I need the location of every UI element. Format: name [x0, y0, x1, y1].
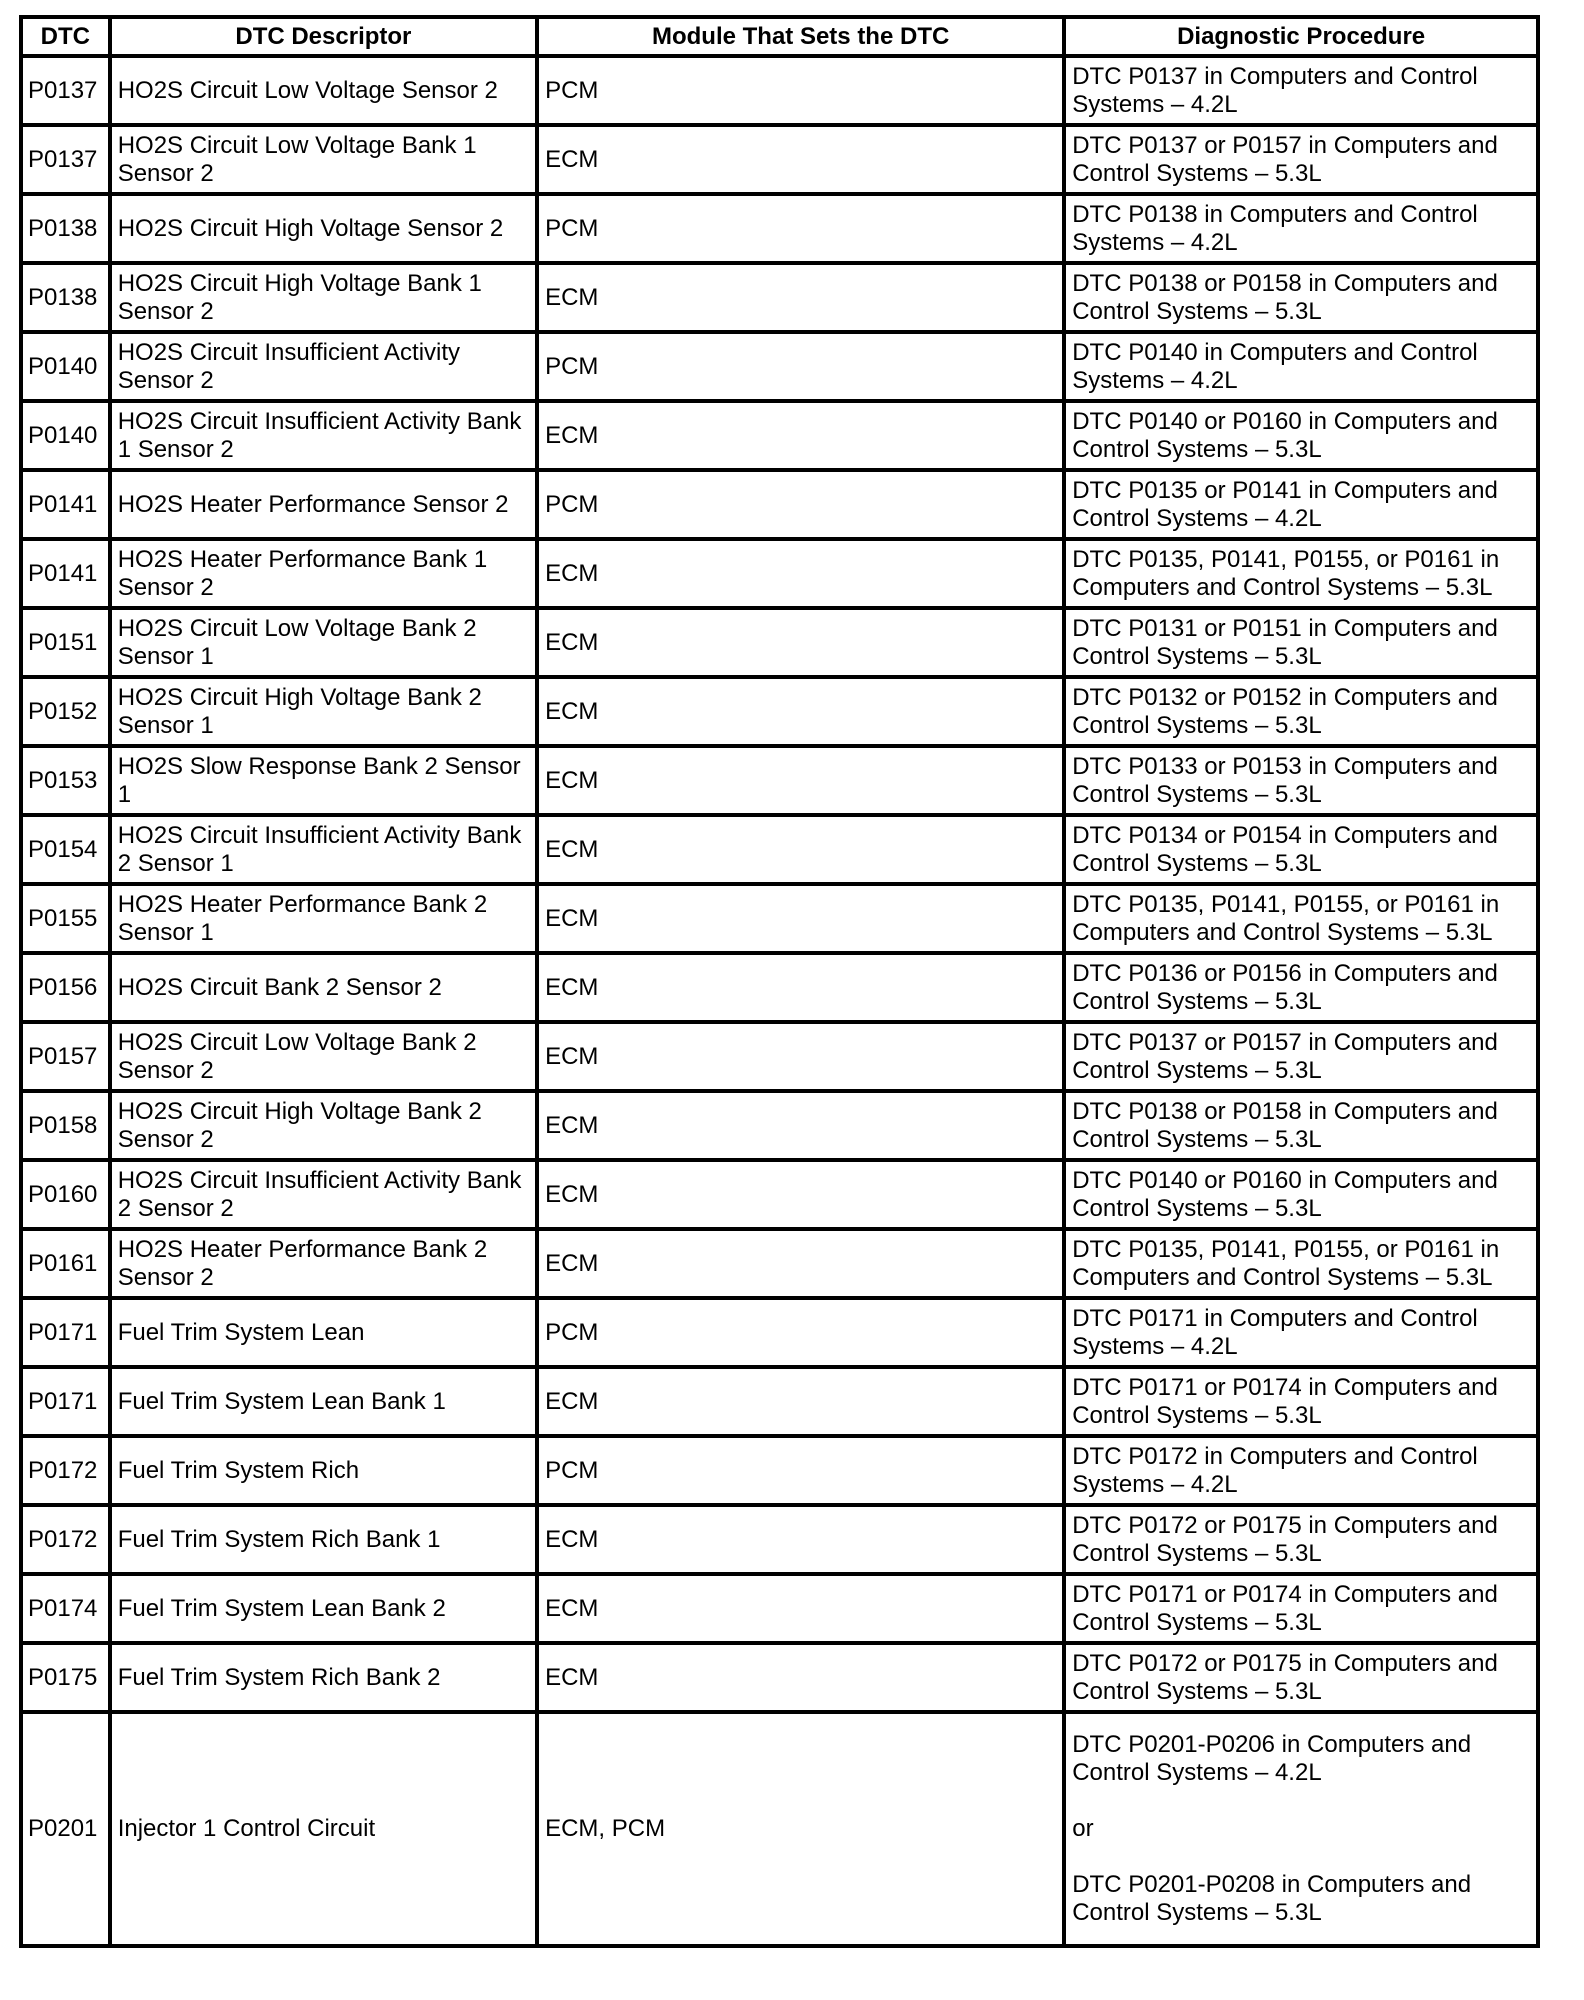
table-row [21, 1367, 1538, 1436]
module-cell: ECM [537, 1229, 1064, 1298]
table-row [21, 539, 1538, 608]
dtc-code-cell: P0172 [21, 1505, 110, 1574]
table-row [21, 608, 1538, 677]
procedure-cell: DTC P0135, P0141, P0155, or P0161 in Computers and Control Systems – 5.3L [1064, 1229, 1538, 1298]
module-cell: ECM [537, 1091, 1064, 1160]
table-row [21, 401, 1538, 470]
procedure-cell: DTC P0131 or P0151 in Computers and Control Systems – 5.3L [1064, 608, 1538, 677]
dtc-code-cell: P0141 [21, 539, 110, 608]
dtc-code-cell: P0175 [21, 1643, 110, 1712]
dtc-code-cell: P0171 [21, 1298, 110, 1367]
table-row [21, 1298, 1538, 1367]
dtc-table [19, 15, 1540, 1948]
table-row [21, 953, 1538, 1022]
table-row [21, 1436, 1538, 1505]
dtc-code-cell: P0174 [21, 1574, 110, 1643]
module-cell: ECM [537, 539, 1064, 608]
table-row [21, 677, 1538, 746]
module-cell: ECM [537, 815, 1064, 884]
module-cell: PCM [537, 194, 1064, 263]
procedure-cell: DTC P0132 or P0152 in Computers and Control Systems – 5.3L [1064, 677, 1538, 746]
header-row [21, 17, 1538, 56]
procedure-cell: DTC P0137 in Computers and Control Systems – 4.2L [1064, 56, 1538, 125]
dtc-code-cell: P0152 [21, 677, 110, 746]
procedure-cell: DTC P0135, P0141, P0155, or P0161 in Computers and Control Systems – 5.3L [1064, 539, 1538, 608]
procedure-cell: DTC P0136 or P0156 in Computers and Control Systems – 5.3L [1064, 953, 1538, 1022]
procedure-cell: DTC P0135 or P0141 in Computers and Control Systems – 4.2L [1064, 470, 1538, 539]
dtc-code-cell: P0153 [21, 746, 110, 815]
descriptor-cell: HO2S Circuit Bank 2 Sensor 2 [110, 953, 537, 1022]
module-cell: ECM, PCM [537, 1712, 1064, 1946]
procedure-second: DTC P0201-P0208 in Computers and Control Systems – 5.3L [1072, 1871, 1472, 1926]
dtc-code-cell: P0156 [21, 953, 110, 1022]
module-cell: PCM [537, 56, 1064, 125]
header-procedure: Diagnostic Procedure [1064, 17, 1538, 56]
table-row [21, 56, 1538, 125]
procedure-cell: DTC P0138 or P0158 in Computers and Control Systems – 5.3L [1064, 1091, 1538, 1160]
procedure-cell: DTC P0172 or P0175 in Computers and Control Systems – 5.3L [1064, 1505, 1538, 1574]
descriptor-cell: Injector 1 Control Circuit [110, 1712, 537, 1946]
descriptor-cell: HO2S Circuit High Voltage Sensor 2 [110, 194, 537, 263]
module-cell: ECM [537, 1160, 1064, 1229]
table-body [21, 56, 1538, 1946]
module-cell: ECM [537, 953, 1064, 1022]
descriptor-cell: HO2S Heater Performance Bank 2 Sensor 1 [110, 884, 537, 953]
dtc-code-cell: P0138 [21, 194, 110, 263]
dtc-code-cell: P0160 [21, 1160, 110, 1229]
module-cell: ECM [537, 401, 1064, 470]
dtc-code-cell: P0140 [21, 401, 110, 470]
descriptor-cell: Fuel Trim System Lean Bank 2 [110, 1574, 537, 1643]
header-descriptor: DTC Descriptor [110, 17, 537, 56]
procedure-cell: DTC P0134 or P0154 in Computers and Control Systems – 5.3L [1064, 815, 1538, 884]
dtc-code-cell: P0157 [21, 1022, 110, 1091]
dtc-code-cell: P0141 [21, 470, 110, 539]
module-cell: ECM [537, 1643, 1064, 1712]
module-cell: ECM [537, 1367, 1064, 1436]
dtc-code-cell: P0171 [21, 1367, 110, 1436]
table-row [21, 194, 1538, 263]
procedure-cell: DTC P0138 or P0158 in Computers and Control Systems – 5.3L [1064, 263, 1538, 332]
dtc-code-cell: P0151 [21, 608, 110, 677]
table-row [21, 332, 1538, 401]
table-row [21, 470, 1538, 539]
descriptor-cell: HO2S Heater Performance Bank 2 Sensor 2 [110, 1229, 537, 1298]
procedure-cell: DTC P0137 or P0157 in Computers and Control Systems – 5.3L [1064, 125, 1538, 194]
descriptor-cell: Fuel Trim System Rich [110, 1436, 537, 1505]
dtc-code-cell: P0137 [21, 125, 110, 194]
procedure-cell: DTC P0171 or P0174 in Computers and Control Systems – 5.3L [1064, 1574, 1538, 1643]
module-cell: ECM [537, 608, 1064, 677]
dtc-code-cell: P0155 [21, 884, 110, 953]
table-row [21, 1505, 1538, 1574]
descriptor-cell: HO2S Circuit High Voltage Bank 1 Sensor 2 [110, 263, 537, 332]
descriptor-cell: HO2S Circuit Insufficient Activity Bank 1 Sensor 2 [110, 401, 537, 470]
table-row [21, 746, 1538, 815]
descriptor-cell: Fuel Trim System Lean [110, 1298, 537, 1367]
procedure-cell: DTC P0171 or P0174 in Computers and Control Systems – 5.3L [1064, 1367, 1538, 1436]
module-cell: PCM [537, 1436, 1064, 1505]
descriptor-cell: HO2S Slow Response Bank 2 Sensor 1 [110, 746, 537, 815]
dtc-code-cell: P0172 [21, 1436, 110, 1505]
descriptor-cell: Fuel Trim System Rich Bank 2 [110, 1643, 537, 1712]
procedure-cell: DTC P0140 in Computers and Control Systems – 4.2L [1064, 332, 1538, 401]
module-cell: PCM [537, 470, 1064, 539]
table-row [21, 263, 1538, 332]
dtc-code-cell: P0158 [21, 1091, 110, 1160]
dtc-code-cell: P0201 [21, 1712, 110, 1946]
table-row [21, 1229, 1538, 1298]
header-dtc: DTC [21, 17, 110, 56]
procedure-cell: DTC P0171 in Computers and Control Systems – 4.2L [1064, 1298, 1538, 1367]
dtc-code-cell: P0161 [21, 1229, 110, 1298]
header-module: Module That Sets the DTC [537, 17, 1064, 56]
module-cell: ECM [537, 677, 1064, 746]
procedure-cell: DTC P0172 in Computers and Control Systems – 4.2L [1064, 1436, 1538, 1505]
procedure-cell: DTC P0140 or P0160 in Computers and Control Systems – 5.3L [1064, 1160, 1538, 1229]
descriptor-cell: HO2S Circuit High Voltage Bank 2 Sensor 1 [110, 677, 537, 746]
descriptor-cell: HO2S Circuit Low Voltage Sensor 2 [110, 56, 537, 125]
table-row [21, 884, 1538, 953]
procedure-cell: DTC P0172 or P0175 in Computers and Control Systems – 5.3L [1064, 1643, 1538, 1712]
procedure-or: or [1072, 1815, 1094, 1842]
procedure-cell: DTC P0138 in Computers and Control Systems – 4.2L [1064, 194, 1538, 263]
table-row [21, 125, 1538, 194]
module-cell: PCM [537, 332, 1064, 401]
module-cell: ECM [537, 746, 1064, 815]
procedure-cell: DTC P0135, P0141, P0155, or P0161 in Computers and Control Systems – 5.3L [1064, 884, 1538, 953]
table-row [21, 1574, 1538, 1643]
module-cell: ECM [537, 1574, 1064, 1643]
procedure-first: DTC P0201-P0206 in Computers and Control Systems – 4.2L [1072, 1731, 1472, 1786]
dtc-code-cell: P0140 [21, 332, 110, 401]
procedure-cell [1064, 1712, 1538, 1946]
dtc-code-cell: P0138 [21, 263, 110, 332]
dtc-code-cell: P0154 [21, 815, 110, 884]
descriptor-cell: HO2S Circuit Low Voltage Bank 2 Sensor 2 [110, 1022, 537, 1091]
descriptor-cell: HO2S Heater Performance Bank 1 Sensor 2 [110, 539, 537, 608]
procedure-cell: DTC P0140 or P0160 in Computers and Control Systems – 5.3L [1064, 401, 1538, 470]
table-row [21, 1022, 1538, 1091]
descriptor-cell: HO2S Circuit High Voltage Bank 2 Sensor 2 [110, 1091, 537, 1160]
table-row-last [21, 1712, 1538, 1946]
module-cell: ECM [537, 125, 1064, 194]
table-row [21, 1160, 1538, 1229]
module-cell: ECM [537, 1505, 1064, 1574]
descriptor-cell: Fuel Trim System Rich Bank 1 [110, 1505, 537, 1574]
module-cell: ECM [537, 263, 1064, 332]
procedure-cell: DTC P0133 or P0153 in Computers and Control Systems – 5.3L [1064, 746, 1538, 815]
table-header [21, 17, 1538, 56]
module-cell: ECM [537, 884, 1064, 953]
descriptor-cell: Fuel Trim System Lean Bank 1 [110, 1367, 537, 1436]
descriptor-cell: HO2S Circuit Low Voltage Bank 2 Sensor 1 [110, 608, 537, 677]
descriptor-cell: HO2S Heater Performance Sensor 2 [110, 470, 537, 539]
procedure-cell: DTC P0137 or P0157 in Computers and Control Systems – 5.3L [1064, 1022, 1538, 1091]
table-row [21, 1643, 1538, 1712]
dtc-code-cell: P0137 [21, 56, 110, 125]
descriptor-cell: HO2S Circuit Insufficient Activity Bank 2 Sensor 1 [110, 815, 537, 884]
table-row [21, 1091, 1538, 1160]
descriptor-cell: HO2S Circuit Insufficient Activity Sensor 2 [110, 332, 537, 401]
descriptor-cell: HO2S Circuit Low Voltage Bank 1 Sensor 2 [110, 125, 537, 194]
module-cell: PCM [537, 1298, 1064, 1367]
table-row [21, 815, 1538, 884]
module-cell: ECM [537, 1022, 1064, 1091]
descriptor-cell: HO2S Circuit Insufficient Activity Bank 2 Sensor 2 [110, 1160, 537, 1229]
